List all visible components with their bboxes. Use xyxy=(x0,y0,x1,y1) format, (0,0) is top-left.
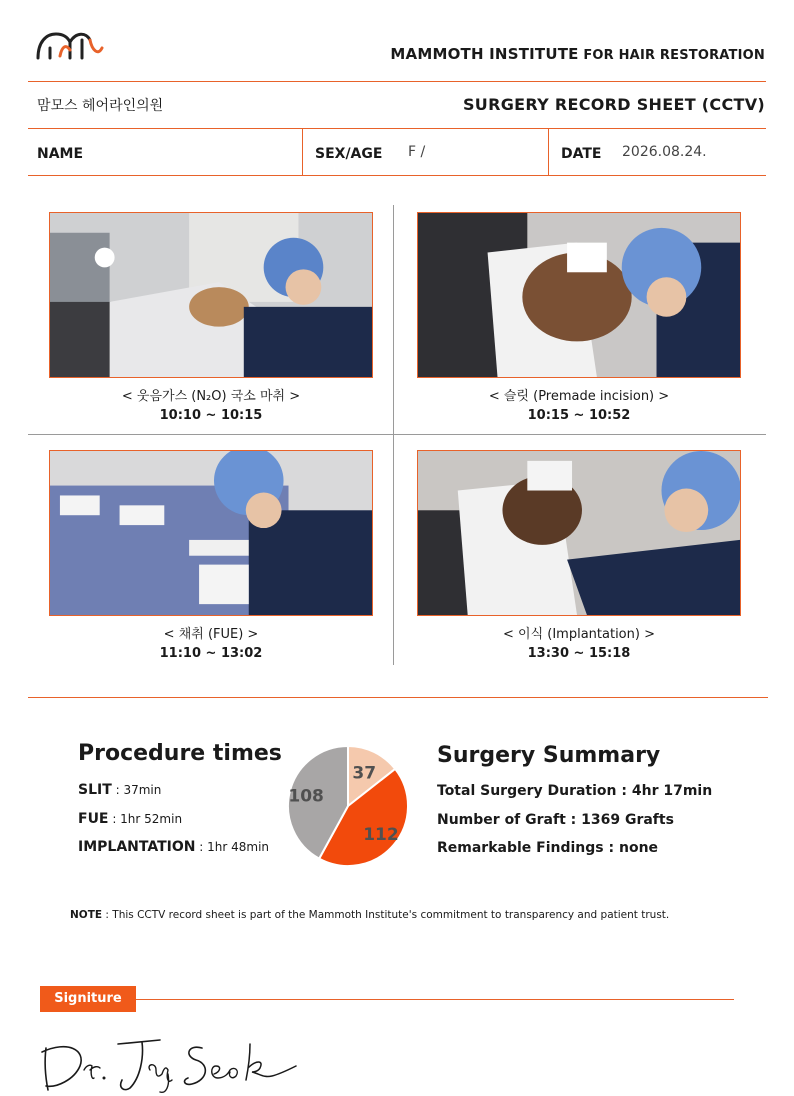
brand-title xyxy=(390,45,765,63)
step-caption-3 xyxy=(49,625,373,663)
summary-findings: Remarkable Findings : none xyxy=(437,840,659,856)
divider xyxy=(28,175,766,176)
sex-age-value: F / xyxy=(408,144,426,160)
handwritten-signature xyxy=(38,1030,300,1094)
pie-label: 108 xyxy=(288,786,324,807)
surgery-photo-slit xyxy=(417,212,741,378)
procedure-times-title: Procedure times xyxy=(78,741,282,766)
pie-label: 37 xyxy=(352,763,377,784)
note xyxy=(70,909,669,921)
divider xyxy=(28,128,766,129)
pie-label: 112 xyxy=(363,824,399,845)
step-label: < 이식 (Implantation) > xyxy=(503,627,655,642)
step-caption-1 xyxy=(49,387,373,425)
divider xyxy=(28,697,768,698)
clinic-korean-name: 맘모스 헤어라인의원 xyxy=(37,98,164,114)
signature-line xyxy=(136,999,734,1000)
procedure-value: : 1hr 52min xyxy=(108,812,183,826)
date-value: 2026.08.24. xyxy=(622,144,707,160)
step-label: < 슬릿 (Premade incision) > xyxy=(488,389,670,404)
signature-label: Signiture xyxy=(40,986,136,1012)
procedure-row-implantation xyxy=(78,839,269,855)
surgery-photo-implantation xyxy=(417,450,741,616)
procedure-value: : 1hr 48min xyxy=(195,840,270,854)
note-label: NOTE xyxy=(70,909,103,921)
sheet-title: SURGERY RECORD SHEET (CCTV) xyxy=(462,95,765,114)
step-caption-2 xyxy=(417,387,741,425)
step-label: < 채취 (FUE) > xyxy=(163,627,259,642)
procedure-row-fue xyxy=(78,811,182,827)
brand-main: MAMMOTH INSTITUTE xyxy=(390,45,579,63)
sex-age-label: SEX/AGE xyxy=(315,146,383,162)
procedure-pie-chart xyxy=(287,745,409,867)
grid-divider-vertical xyxy=(393,205,394,665)
procedure-label: IMPLANTATION xyxy=(78,839,196,855)
step-time: 11:10 ~ 13:02 xyxy=(159,646,263,661)
procedure-label: FUE xyxy=(78,811,109,827)
step-caption-4 xyxy=(417,625,741,663)
field-divider xyxy=(302,129,303,175)
surgery-summary-title: Surgery Summary xyxy=(437,743,661,768)
date-label: DATE xyxy=(561,146,602,162)
mammoth-logo-icon xyxy=(36,26,106,66)
step-time: 10:15 ~ 10:52 xyxy=(527,408,631,423)
grid-divider-horizontal xyxy=(28,434,766,435)
step-label: < 웃음가스 (N₂O) 국소 마취 > xyxy=(121,389,301,404)
surgery-photo-fue xyxy=(49,450,373,616)
surgery-photo-anesthesia xyxy=(49,212,373,378)
note-text: : This CCTV record sheet is part of the Mammoth Institute's commitment to transparency and patient trust. xyxy=(102,909,670,921)
name-label: NAME xyxy=(37,146,84,162)
brand-sub: FOR HAIR RESTORATION xyxy=(578,48,765,63)
procedure-label: SLIT xyxy=(78,782,112,798)
summary-duration: Total Surgery Duration : 4hr 17min xyxy=(437,783,713,799)
step-time: 13:30 ~ 15:18 xyxy=(527,646,631,661)
divider xyxy=(28,81,766,82)
field-divider xyxy=(548,129,549,175)
procedure-row-slit xyxy=(78,782,161,798)
summary-grafts: Number of Graft : 1369 Grafts xyxy=(437,812,674,828)
step-time: 10:10 ~ 10:15 xyxy=(159,408,263,423)
procedure-value: : 37min xyxy=(111,783,162,797)
